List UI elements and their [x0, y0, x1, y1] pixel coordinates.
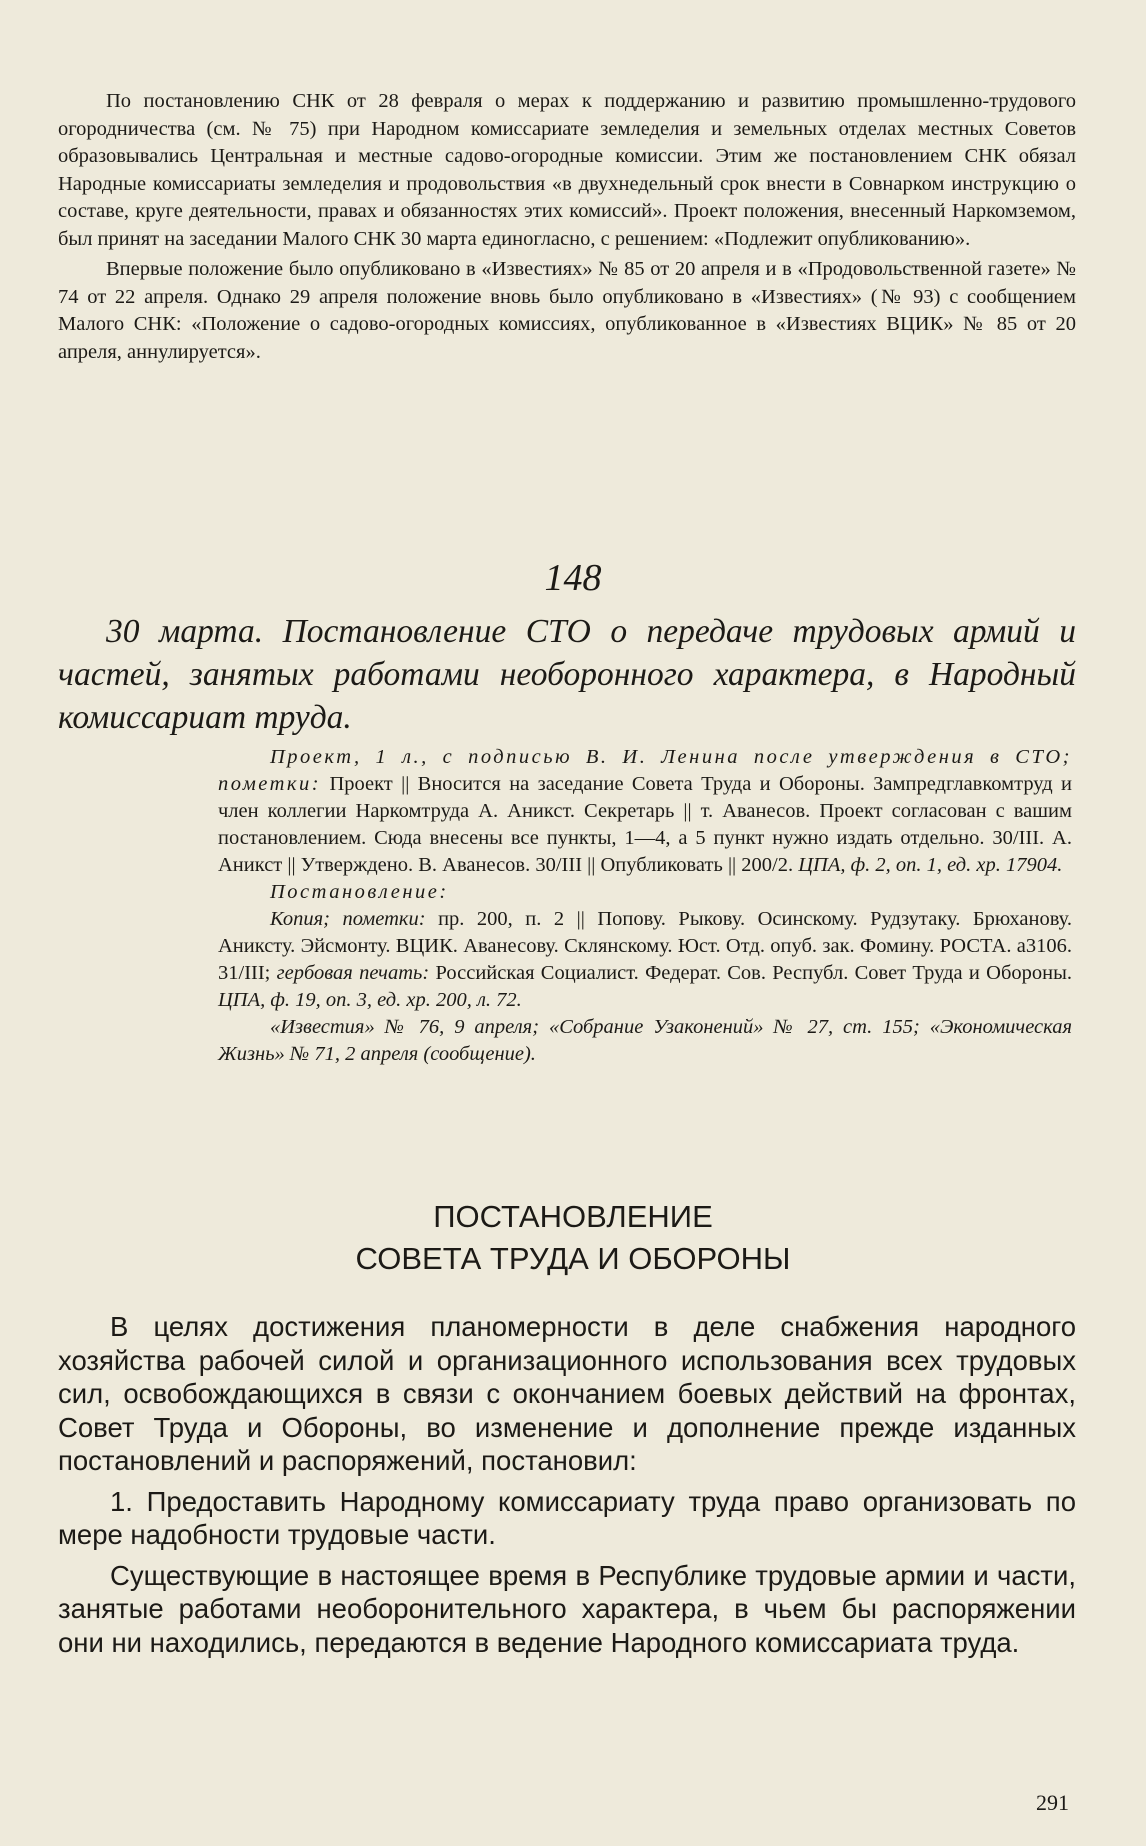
- body-paragraph-3: Существующие в настоящее время в Республике трудовые армии и части, занятые работами необоронительного характера, в чьем бы распоряжении они ни находились, передаются в ведение Народного комиссариата труда.: [58, 1559, 1076, 1658]
- draft-archive-reference: ЦПА, ф. 2, оп. 1, ед. хр. 17904.: [798, 854, 1063, 876]
- resolution-heading: [0, 1196, 1146, 1280]
- resolution-label: Постановление:: [270, 881, 449, 903]
- copy-description: [218, 906, 1072, 1014]
- copy-marks: пр. 200, п. 2 || Попову. Рыкову. Осинскому. Рудзутаку. Брюханову. Аниксту. Эйсмонту. ВЦИК. Аванесову. Склянскому. Юст. Отд. опуб. зак. Фомину. РОСТА. а3106. 31/III;: [218, 908, 1072, 984]
- draft-marks: Проект || Вносится на заседание Совета Труда и Обороны. Зампредглавкомтруд и член коллегии Наркомтруда А. Аникст. Секретарь || т. Аванесов. Проект согласован с вашим постановлением. Сюда внесены все пункты, 1—4, а 5 пункт нужно издать отдельно. 30/III. А. Аникст || Утверждено. В. Аванесов. 30/III || Опубликовать || 200/2.: [218, 773, 1073, 876]
- publication-references: «Известия» № 76, 9 апреля; «Собрание Узаконений» № 27, ст. 155; «Экономическая Жизнь» № 71, 2 апреля (сообщение).: [218, 1016, 1072, 1065]
- resolution-body: [58, 1310, 1076, 1659]
- seal-text: Российская Социалист. Федерат. Сов. Республ. Совет Труда и Обороны.: [435, 962, 1073, 984]
- document-title: 30 марта. Постановление СТО о передаче трудовых армий и частей, занятых работами необоронного характера, в Народный комиссариат труда.: [58, 613, 1076, 736]
- note-paragraph-2: Впервые положение было опубликовано в «Известиях» № 85 от 20 апреля и в «Продовольственной газете» № 74 от 22 апреля. Однако 29 апреля положение вновь было опубликовано в «Известиях» (№ 93) с сообщением Малого СНК: «Положение о садово-огородных комиссиях, опубликованное в «Известиях ВЦИК» № 85 от 20 апреля, аннулируется».: [58, 258, 1076, 363]
- heading-line-2: СОВЕТА ТРУДА И ОБОРОНЫ: [355, 1241, 791, 1276]
- seal-label: гербовая печать:: [276, 962, 430, 984]
- draft-description: [218, 744, 1072, 879]
- draft-label: Проект, 1 л., с подписью В. И. Ленина после утверждения в СТО; пометки:: [218, 746, 1072, 795]
- body-paragraph-1: В целях достижения планомерности в деле снабжения народного хозяйства рабочей силой и организационного использования всех трудовых сил, освобождающихся в связи с окончанием боевых действий на фронтах, Совет Труда и Обороны, во изменение и дополнение прежде изданных постановлений и распоряжений, постановил:: [58, 1311, 1076, 1476]
- body-paragraph-2: 1. Предоставить Народному комиссариату труда право организовать по мере надобности трудовые части.: [58, 1485, 1076, 1550]
- page-number: 291: [1036, 1790, 1069, 1815]
- heading-line-1: ПОСТАНОВЛЕНИЕ: [433, 1199, 713, 1234]
- document-number: 148: [544, 557, 602, 599]
- copy-label: Копия; пометки:: [270, 908, 426, 930]
- archival-description: [218, 744, 1072, 1068]
- copy-archive-reference: ЦПА, ф. 19, оп. 3, ед. хр. 200, л. 72.: [218, 989, 522, 1011]
- note-paragraph-1: По постановлению СНК от 28 февраля о мерах к поддержанию и развитию промышленно-трудового огородничества (см. № 75) при Народном комиссариате земледелия и земельных отделах местных Советов образовывались Центральная и местные садово-огородные комиссии. Этим же постановлением СНК обязал Народные комиссариаты земледелия и продовольствия «в двухнедельный срок внести в Совнарком инструкцию о составе, круге деятельности, правах и обязанностях этих комиссий». Проект положения, внесенный Наркомземом, был принят на заседании Малого СНК 30 марта единогласно, с решением: «Подлежит опубликованию».: [58, 90, 1076, 250]
- editorial-notes: [58, 88, 1076, 366]
